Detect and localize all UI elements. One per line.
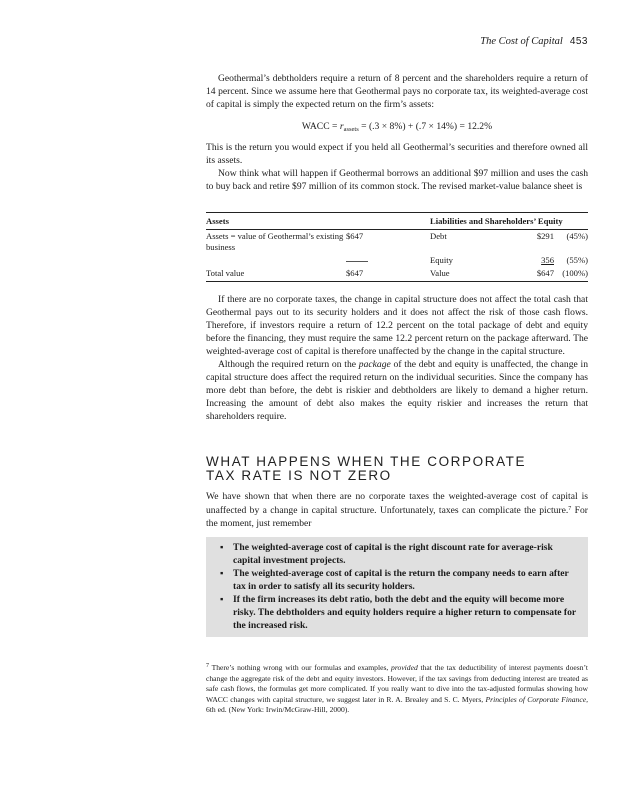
equation-lhs: WACC = [301, 121, 340, 132]
running-head [480, 36, 588, 47]
page-number: 453 [569, 36, 588, 47]
total-item: Value [430, 267, 514, 282]
header-liabilities: Liabilities and Shareholders’ Equity [430, 213, 588, 230]
row2-pct: (55%) [566, 255, 588, 265]
paragraph-3: Now think what will happen if Geothermal borrows an additional $97 million and uses the cash to buy back and retire $97 million of its common stock. The revised market-value balance sheet is [206, 168, 588, 192]
key-point-item: ▪ The weighted-average cost of capital is the right discount rate for average-risk capital investment projects. [220, 542, 553, 566]
paragraph-intro [206, 72, 588, 111]
paragraph-2: This is the return you would expect if you held all Geothermal’s securities and therefore owned all its assets. [206, 142, 588, 166]
row2-amount: 356 [541, 255, 554, 265]
paragraph-1: Geothermal’s debtholders require a return of 8 percent and the shareholders require a return of 14 percent. Since we assume here that Geothermal pays no corporate tax, its weighted-average cost of capital is simply the expected return on the firm’s assets: [206, 73, 588, 110]
italic-package: package [358, 359, 391, 370]
paragraph-6: We have shown that when there are no corporate taxes the weighted-average cost of capital is unaffected by a change in capital structure. Unfortunately, taxes can complicate the picture.$^7$ For the moment, just remember [206, 491, 588, 529]
paragraph-4: If there are no corporate taxes, the change in capital structure does not affect the total cash that Geothermal pays out to its security holders and it does not affect the risk of those cash flows. Therefore, if investors require a return of 12.2 percent on the total package of debt and equity before the financing, they must require the same 12.2 percent return on the package afterward. The weighted-average cost of capital is therefore unaffected by the change in the capital structure. [206, 294, 588, 357]
key-point-item: ▪ If the firm increases its debt ratio, both the debt and the equity will become more risky. The debtholders and equity holders require a higher return to compensate for the increased risk. [220, 594, 576, 631]
total-amount: $647 [514, 267, 554, 282]
footnote-ref: 7 [568, 506, 572, 512]
table-row [206, 230, 588, 255]
bullet-icon: ▪ [220, 568, 224, 579]
total-pct: (100%) [554, 267, 588, 282]
bullet-icon: ▪ [220, 594, 224, 605]
row1-label: Assets = value of Geothermal’s existing business [206, 231, 344, 252]
table-header-row [206, 213, 588, 230]
wacc-equation [206, 121, 588, 133]
heading-line-2: TAX RATE IS NOT ZERO [206, 468, 392, 483]
key-points-box [206, 537, 588, 637]
table-total-row [206, 267, 588, 282]
book-title: Principles of Corporate Finance, [485, 694, 588, 704]
heading-line-1: WHAT HAPPENS WHEN THE CORPORATE [206, 454, 527, 469]
row1-value: $647 [346, 231, 364, 241]
total-value: $647 [346, 267, 392, 282]
key-point-item: ▪ The weighted-average cost of capital is the return the company needs to earn after tax in order to satisfy all its security holders. [220, 568, 569, 592]
row1-item: Debt [430, 231, 447, 241]
running-head-title: The Cost of Capital [480, 36, 563, 47]
paragraph-block-3 [206, 293, 588, 423]
paragraph-block-2 [206, 141, 588, 193]
equation-r: r [339, 121, 344, 132]
paragraph-5: Although the required return on the package of the debt and equity is unaffected, the change in capital structure does affect the required return on the individual securities. Since the company has more debt than before, the debt is riskier and debtholders are likely to demand a higher return. Increasing the amount of debt also makes the equity riskier and increases the return that shareholders require. [206, 359, 589, 422]
paragraph-block-4 [206, 490, 588, 530]
section-heading [206, 455, 526, 483]
balance-sheet-table [206, 212, 588, 282]
header-assets: Assets [206, 213, 430, 230]
footnote-number: 7 [206, 663, 209, 669]
bullet-icon: ▪ [220, 542, 224, 553]
footnote: $^7$ There’s nothing wrong with our formulas and examples, provided that the tax deductibility of interest payments doesn’t change the aggregate risk of the debt and equity investors. However, if the tax savings from deducting interest are treated as safe cash flows, the formulas get more complicated. If you really want to dive into the tax-adjusted formulas showing how WACC changes with capital structure, we suggest later in R. A. Brealey and S. C. Myers, Principles of Corporate Finance, 6th ed. (New York: Irwin/McGraw-Hill, 2000). [206, 663, 588, 714]
table-row [206, 254, 588, 267]
row1-amount: $291 [536, 231, 554, 241]
key-points-list [206, 537, 588, 632]
equation-subscript: assets [343, 126, 359, 133]
row1-pct: (45%) [566, 231, 588, 241]
total-label: Total value [206, 267, 346, 282]
row2-item: Equity [430, 255, 453, 265]
equation-rhs: = (.3 × 8%) + (.7 × 14%) = 12.2% [358, 121, 493, 132]
